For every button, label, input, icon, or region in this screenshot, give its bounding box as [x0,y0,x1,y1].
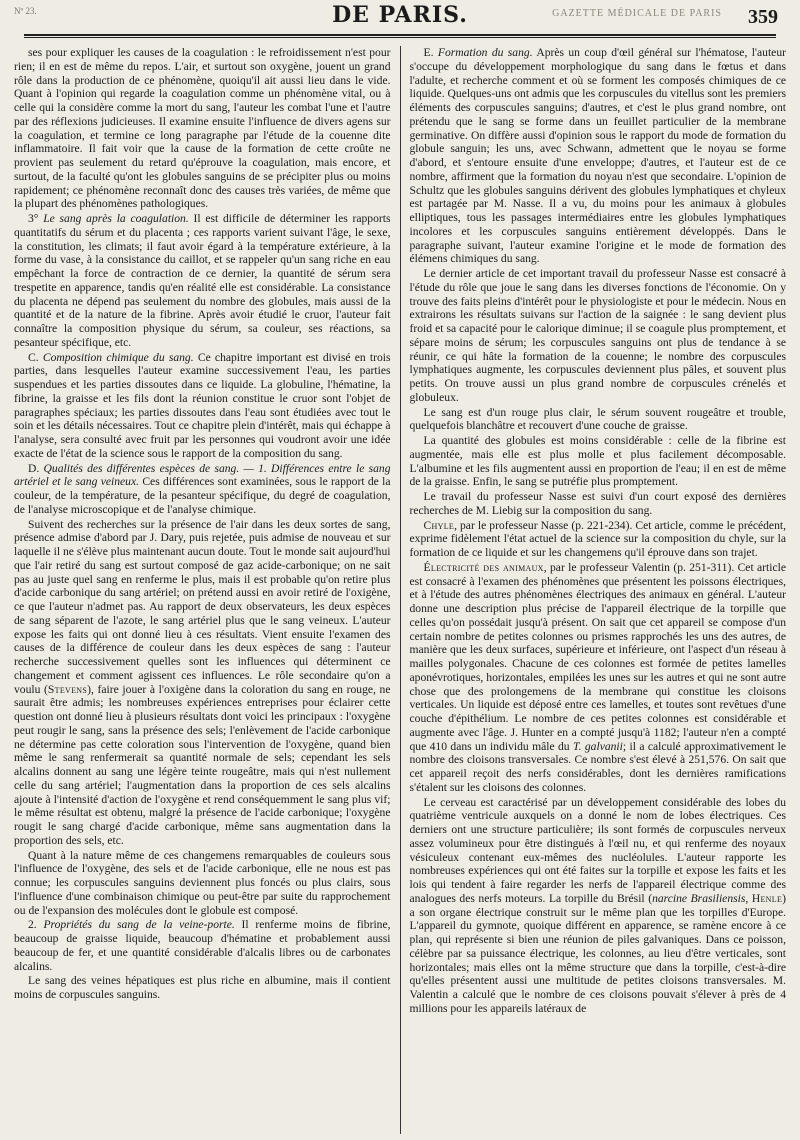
header-rule-thin [24,37,776,38]
paragraph [410,434,787,489]
italic-run: Le sang après la coagulation. [43,212,189,225]
paragraph [14,212,391,350]
text-run: Suivent des recherches sur la présence de l'air dans les deux sortes de sang, présence admise d'abord par J. Dary, puis rejetée, puis admise de nouveau et sur laquelle il ne s'élève plus maintenant aucun doute. Tout le monde sait aujourd'hui que l'air retiré du sang est surtout composé de gaz acide-carbonique; on ne sait pas au juste quel sang en renferme le plus, mais il est probable qu'on retire plus d'acide carbonique du sang artériel; on prétend aussi en avoir retiré de l'oxigène, ce que l'auteur n'admet pas. Au rapport de deux observateurs, les deux espèces de sang séparent de l'azote, le sang artériel plus que le sang veineux. L'auteur expose les faits qui ont donné lieu à ces résultats. Vient ensuite l'examen des causes de la différence de couleur dans les deux espèces de sang : l'auteur recherche successivement quelles sont les influences qui déterminent ce changement et comment agissent ces influences. Le rôle secondaire qu'on a voulu ( [14,517,391,696]
small-caps-run: Chyle [423,518,455,532]
text-run: Le cerveau est caractérisé par un développement considérable des lobes du quatrième ventricule auxquels on a donné le nom de lobes électriques. Ces derniers ont une structure particulière; ils sont formés de corpuscules nerveux assez volumineux pour être distingués à l'œil nu, et qui renferme des noyaux vésiculeux contenant eux-mêmes des nucléolules. L'auteur rapporte les nombreuses expériences qui ont été faites sur la torpille et expose les faits et les lois qui tendent à faire regarder les nerfs de l'appareil électrique comme des analogues des nerfs moteurs. La torpille du Brésil ( [409,795,786,905]
text-run: ) a son organe électrique construit sur le même plan que les torpilles d'Europe. L'appareil du gymnote, quoique différent en apparence, se ramène encore à ce plan, qui représente si bien une réunion de piles galvaniques. Dans ce poisson, célèbre par sa puissance électrique, les colonnes, au lieu d'être verticales, sont horizontales; mais elles ont la même structure que dans la torpille, c'est-à-dire qu'elles présentent aussi une multitude de petites cloisons transversales. M. Valentin a calculé que le nombre de ces cloisons pouvait s'élever à près de 4 millions pour les appareils latéraux de [409,891,786,1015]
paragraph [14,849,391,918]
paragraph [410,406,787,434]
text-run: Il renferme moins de fibrine, beaucoup de graisse liquide, beaucoup d'hématine et probablement aussi beaucoup de fer, et une quantité considérable d'alcalis libres ou de carbonates alcalins. [14,918,391,973]
text-run: Ces différences sont examinées, sous le rapport de la couleur, de la température, de la pesanteur spécifique, du degré de coagulation, de l'analyse microscopique et de l'analyse chimique. [14,475,391,516]
small-caps-run: Henle [751,891,783,905]
paragraph [410,796,787,1016]
paragraph [14,46,391,211]
text-run: Le sang des veines hépatiques est plus riche en albumine, mais il contient moins de corpuscules sanguins. [14,974,391,1001]
small-caps-run: Stevens [47,682,88,696]
text-run: Le dernier article de cet important travail du professeur Nasse est consacré à l'étude du rôle que joue le sang dans les diverses fonctions de l'économie. On y trouve des faits pleins d'intérêt pour le physiologiste et pour le médecin. Nous en extrairons les résultats suivans sur l'action de la saignée : le sang devient plus froid et sa capacité pour le calorique diminue; il se coagule plus promptement, et sépare moins de sérum; les corpuscules sanguins ont plus de tendance à se réunir, ce qui hâte la formation de la couenne; le nombre des corpuscules lymphatiques augmente, les corpuscules deviennent plus pâles, et souvent plus petits. On trouve aussi un plus grand nombre de corpuscules crénelés et globuleux. [409,267,786,404]
text-columns [14,46,786,1134]
text-run: , [745,891,752,905]
text-run: E. [423,46,438,59]
text-run: ), faire jouer à l'oxigène dans la coloration du sang en rouge, ne saurait être admis; les nombreuses expériences entreprises pour éclairer cette question ont donné lieu à plusieurs résultats dont voici les principaux : l'oxygène peut rougir le sang, sans la présence des sels; l'enlèvement de l'acide carbonique ne détermine pas cette coloration sous l'intervention de l'oxygène, quand bien même le sang renfermerait sa quantité normale de sels; cependant les sels alcalins donnent au sang une légère teinte rougeâtre, mais qui n'est nullement celle du sang artériel; l'augmentation dans la proportion de ces sels alcalins ajoute à l'intensité d'action de l'oxygène et rend conséquemment le sang plus vif; le même résultat est obtenu, malgré la présence de l'acide carbonique; l'oxygène rougit le sang chargé d'acide carbonique, même sans augmentation dans la proportion des sels, etc. [14,682,391,847]
bleed-through-issue-number: Nº 23. [14,6,37,16]
text-run: Le sang est d'un rouge plus clair, le sérum souvent rougeâtre et trouble, quelquefois blanchâtre et recouvert d'une couche de graisse. [409,405,786,433]
bleed-through-masthead: GAZETTE MÉDICALE DE PARIS [552,8,722,19]
paragraph [14,518,391,848]
italic-run: Composition chimique du sang. [42,350,194,364]
paragraph [410,561,787,795]
italic-run: T. galvanii [573,739,623,753]
text-run: ; il a calculé approximativement le nombre des cloisons transversales. Ce nombre s'est élevé à 251,576. On sait que cet appareil reçoit des nerfs considérables, dont les dernières ramifications s'étalent sur les cloisons des colonnes. [409,739,786,794]
paragraph [14,351,391,461]
paragraph [14,918,391,973]
paragraph [410,490,787,518]
text-run: Quant à la nature même de ces changemens remarquables de couleurs sous l'influence de l'oxygène, des sels et de l'acide carbonique, elle ne nous est pas connue; les corpuscules sanguins deviennent plus foncés ou plus clairs, sous l'influence d'une combinaison chimique ou peut-être par suite du rapprochement ou de l'expansion des molécules dont le globule est composé. [14,848,391,917]
text-run: 3° [28,212,44,225]
header-rule [24,34,776,36]
text-run: Il est difficile de déterminer les rapports quantitatifs du sérum et du placenta ; ces rapports varient suivant l'âge, le sexe, la constitution, les climats; il faut avoir égard à la température extérieure, à la forme du vase, à la consistance du caillot, et se rappeler qu'un sang riche en eau empêchant la force de contraction de ce dernier, la quantité de sérum sera trespetite en apparence, tandis qu'en réalité elle est considérable. La consistance du placenta ne dépend pas seulement du nombre des globules, mais aussi de la quantité et de la nature de la fibrine. Après avoir étudié le cruor, l'auteur fait connaître la composition physique du sérum, sa couleur, ses réactions, sa pesanteur spécifique, etc. [14,212,391,349]
paragraph [14,974,391,1002]
text-run: Après un coup d'œil général sur l'hématose, l'auteur s'occupe du développement morphologique du sang dans le fœtus et dans l'adulte, et recherche comment et où se forment les composés chimiques de ce liquide. Quelques-uns ont admis que les corpuscules du vitellus sont les premiers éléments des corpuscules sanguins; d'autres, et c'est le plus grand nombre, ont prétendu que le sang se forme dans un feuillet particulier de la membrane germinative. On diffère aussi d'opinion sous le rapport du mode de formation du globule sanguin; les uns, avec Schwann, admettent que le noyau se forme d'abord, et s'entoure ensuite d'une enveloppe; d'autres, et l'auteur est de ce nombre, affirment que la formation du noyau n'est que secondaire. L'opinion de Schultz que les globules sanguins dérivent des globules lymphatiques et chyleux est partagée par M. Nasse. Il a vu, du moins pour les animaux à globules elliptiques, tous les passages intermédiaires entre les globules lymphatiques incolores et les corpuscules sanguins entièrement développés. Dans le paragraphe suivant, l'auteur examine l'origine et le mode de formation des élémens chimiques du sang. [409,46,786,266]
paragraph [410,267,787,405]
italic-run: Propriétés du sang de la veine-porte. [43,918,235,932]
paragraph [14,462,391,517]
text-run: C. [28,350,43,364]
text-run: Ce chapitre important est divisé en trois parties, dans lesquelles l'auteur examine successivement l'eau, les parties suspendues et les parties dissoutes dans ce liquide. La globuline, l'hématine, la fibrine, la graisse et les fils dont la réunion constitue le cruor sont l'objet de paragraphes spéciaux; les parties dissoutes dans l'eau sont étudiées avec tout le soin et les détails nécessaires. Tout ce chapitre plein d'intérêt, mais qui échappe à l'analyse, sera consulté avec fruit par les personnes qui voudront avoir une idée exacte de l'état de la science sous le rapport de la composition du sang. [14,350,391,460]
text-run: , par le professeur Nasse (p. 221-234). Cet article, comme le précédent, exprime fidèlement l'état actuel de la science sur la composition du chyle, sur la formation de ce liquide et sur les changemens qu'il éprouve dans son trajet. [409,518,786,559]
italic-run: Qualités des différentes espèces de sang. — 1. Différences entre le sang artériel et le sang veineux. [14,461,391,489]
text-run: La quantité des globules est moins considérable : celle de la fibrine est augmentée, mais elle est plus molle et plus facilement décomposable. L'albumine et les fils augmentent aussi en proportion de l'eau; il en est de même de la graisse. Enfin, le sang se putréfie plus promptement. [409,434,786,489]
paragraph [410,519,787,560]
text-run: D. [28,461,44,475]
italic-run: Formation du sang. [437,46,533,59]
text-run: Le travail du professeur Nasse est suivi d'un court exposé des dernières recherches de M. Liebig sur la composition du sang. [409,490,786,517]
text-run: ses pour expliquer les causes de la coagulation : le refroidissement n'est pour rien; il en est de même du repos. L'air, et surtout son oxygène, jouent un grand rôle dans la production de ce phénomène, quoiqu'il ait aussi lieu dans le vide. Quant à l'opinion qui regarde la coagulation comme un phénomène vital, ou à celle qui la considère comme la mort du sang, l'auteur les combat l'une et l'autre par des réflexions judicieuses. Il examine ensuite l'influence de divers agens sur la coagulation, et termine ce long paragraphe par l'étude de la couenne dite inflammatoire. Il fait voir que la cause de la formation de cette croûte ne provient pas seulement du retard qu'éprouve la coagulation, mais encore, et surtout, de la faculté qu'ont les globules sanguins de se précipiter plus ou moins rapidement; ce phénomène reconnaît donc des causes très variées, de même que la plupart des phénomènes pathologiques. [14,46,391,211]
text-run: , par le professeur Valentin (p. 251-311). Cet article est consacré à l'examen des phénomènes que présentent les poissons électriques, et à l'étude des autres phénomènes électriques des animaux en général. L'auteur donne une description plus précise de l'appareil électrique de la torpille que celles qu'on possédait jusqu'à présent. On sait que cet appareil se compose d'un certain nombre de petites colonnes ou prismes rapprochés les uns des autres, de manière que les deux surfaces, supérieure et inférieure, ont l'aspect d'un réseau à mailles polygonales. Chacune de ces colonnes est formée de petites lamelles aponévrotiques, horizontales, empilées les unes sur les autres et qui ne sont autre chose que des prolongemens de la membrane qui constitue les cloisons verticales. Un liquide est déposé entre ces lamelles, et toutes sont revêtues d'une couche d'épithélium. Le nombre de ces petites colonnes est considérable et augmente avec l'âge. J. Hunter en a compté jusqu'à 1182; l'auteur n'en a compté que 410 dans un individu mâle du [409,560,786,753]
text-run: 2. [28,918,44,932]
left-column [14,46,400,1134]
page-header [14,0,786,38]
italic-run: narcine Brasiliensis [652,891,746,905]
right-column [400,46,787,1134]
small-caps-run: Électricité des animaux [423,560,544,574]
page-number: 359 [748,6,778,28]
paragraph [410,46,787,266]
running-head: DE PARIS. [332,2,468,28]
